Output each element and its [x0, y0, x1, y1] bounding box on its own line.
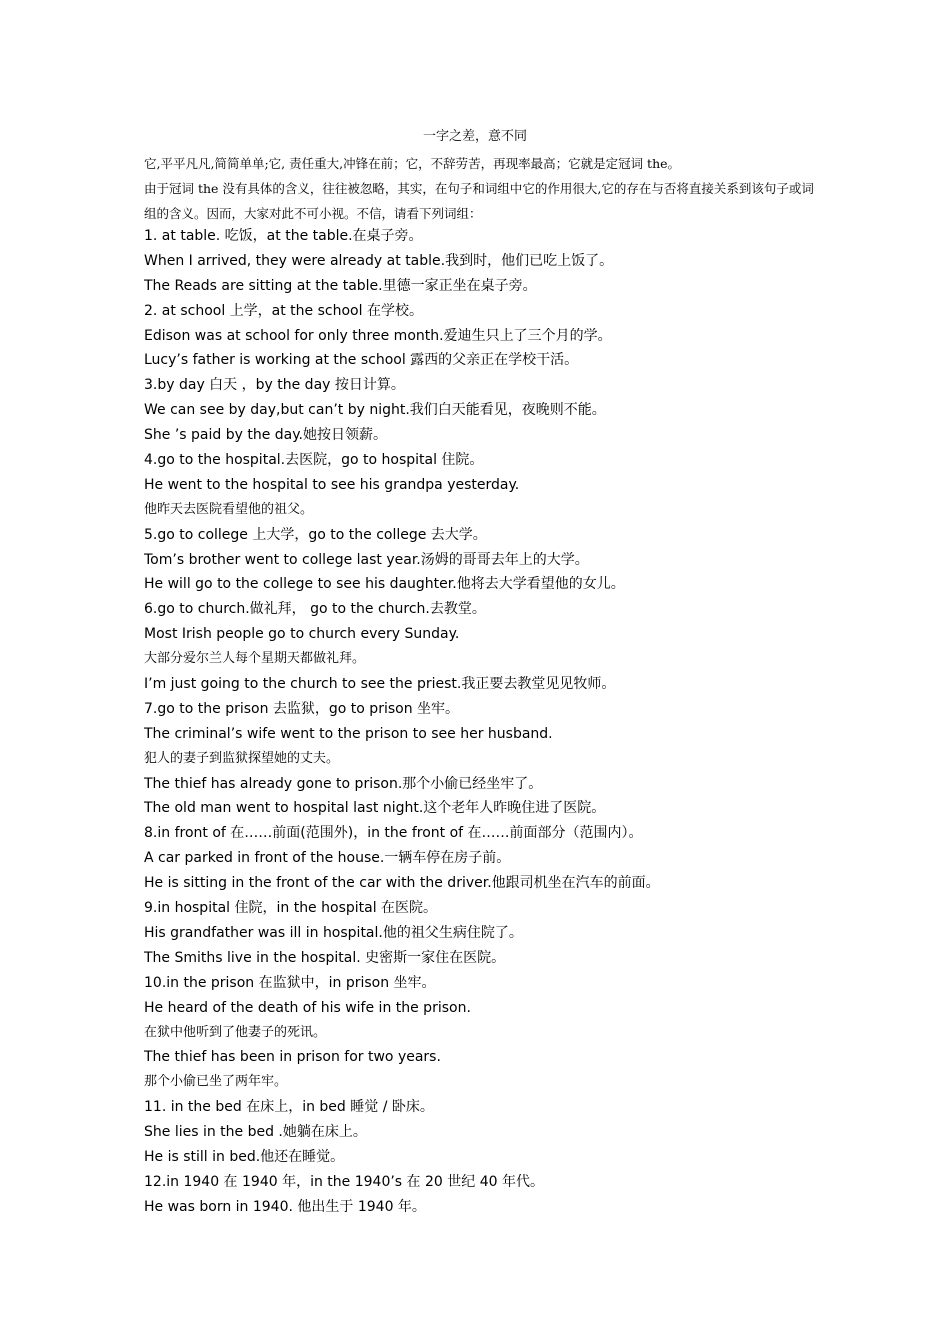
- intro-section: [144, 151, 814, 226]
- text-line: 9.in hospital 住院，in the hospital 在医院。: [144, 900, 438, 917]
- text-line: He went to the hospital to see his grandpa yesterday.: [144, 476, 520, 493]
- text-line: 5.go to college 上大学，go to the college 去大学。: [144, 526, 487, 543]
- text-line: The old man went to hospital last night.这个老年人昨晚住进了医院。: [144, 800, 606, 817]
- text-line: 12.in 1940 在 1940 年，in the 1940’s 在 20 世纪 40 年代。: [144, 1173, 544, 1190]
- text-line: She ’s paid by the day.她按日领薪。: [144, 427, 387, 444]
- intro-paragraph-2: 由于冠词 the 没有具体的含义，往往被忽略，其实，在句子和词组中它的作用很大,它的存在与否将直接关系到该句子或词组的含义。因而，大家对此不可小视。不信，请看下列词组：: [144, 181, 814, 221]
- text-line: 4.go to the hospital.去医院，go to hospital 住院。: [144, 452, 484, 469]
- text-line: 2. at school 上学，at the school 在学校。: [144, 302, 423, 319]
- text-line: The thief has been in prison for two years.: [144, 1049, 441, 1066]
- text-line: Lucy’s father is working at the school 露西的父亲正在学校干活。: [144, 352, 579, 369]
- intro-paragraph-1: 它,平平凡凡,简简单单;它, 责任重大,冲锋在前；它，不辞劳苦，再现率最高；它就是定冠词 the。: [144, 156, 681, 171]
- text-line: 3.by day 白天 ，by the day 按日计算。: [144, 377, 405, 394]
- text-line: I’m just going to the church to see the priest.我正要去教堂见见牧师。: [144, 676, 616, 693]
- text-line: 在狱中他听到了他妻子的死讯。: [144, 1024, 327, 1040]
- text-line: He is still in bed.他还在睡觉。: [144, 1148, 345, 1165]
- text-line: 10.in the prison 在监狱中，in prison 坐牢。: [144, 974, 436, 991]
- text-line: His grandfather was ill in hospital.他的祖父生病住院了。: [144, 924, 523, 941]
- text-line: He was born in 1940. 他出生于 1940 年。: [144, 1198, 426, 1215]
- text-line: When I arrived, they were already at table.我到时，他们已吃上饭了。: [144, 252, 614, 269]
- text-line: Tom’s brother went to college last year.汤姆的哥哥去年上的大学。: [144, 551, 589, 568]
- text-line: 犯人的妻子到监狱探望她的丈夫。: [144, 750, 340, 766]
- text-line: 那个小偷已坐了两年牢。: [144, 1074, 288, 1090]
- text-line: 大部分爱尔兰人每个星期天都做礼拜。: [144, 651, 366, 667]
- text-line: 7.go to the prison 去监狱，go to prison 坐牢。: [144, 700, 460, 717]
- text-line: The Smiths live in the hospital. 史密斯一家住在医院。: [144, 949, 506, 966]
- example-lines: [144, 224, 844, 1220]
- text-line: 8.in front of 在……前面(范围外)，in the front of 在……前面部分（范围内）。: [144, 825, 643, 842]
- document-title: 一字之差，意不同: [422, 129, 527, 144]
- text-line: 他昨天去医院看望他的祖父。: [144, 501, 314, 517]
- text-line: She lies in the bed .她躺在床上。: [144, 1124, 367, 1141]
- text-line: 1. at table. 吃饭，at the table.在桌子旁。: [144, 228, 423, 244]
- text-line: A car parked in front of the house.一辆车停在房子前。: [144, 850, 511, 867]
- text-line: The criminal’s wife went to the prison to see her husband.: [144, 725, 553, 742]
- text-line: He will go to the college to see his daughter.他将去大学看望他的女儿。: [144, 576, 625, 593]
- text-line: Most Irish people go to church every Sunday.: [144, 626, 460, 643]
- text-line: Edison was at school for only three month.爱迪生只上了三个月的学。: [144, 327, 612, 344]
- text-line: He heard of the death of his wife in the prison.: [144, 999, 471, 1016]
- text-line: 11. in the bed 在床上，in bed 睡觉 / 卧床。: [144, 1099, 434, 1116]
- text-line: He is sitting in the front of the car with the driver.他跟司机坐在汽车的前面。: [144, 875, 660, 892]
- text-line: The thief has already gone to prison.那个小偷已经坐牢了。: [144, 775, 543, 792]
- text-line: 6.go to church.做礼拜， go to the church.去教堂。: [144, 601, 486, 618]
- text-line: We can see by day,but can’t by night.我们白天能看见，夜晚则不能。: [144, 402, 606, 419]
- text-line: The Reads are sitting at the table.里德一家正坐在桌子旁。: [144, 277, 537, 294]
